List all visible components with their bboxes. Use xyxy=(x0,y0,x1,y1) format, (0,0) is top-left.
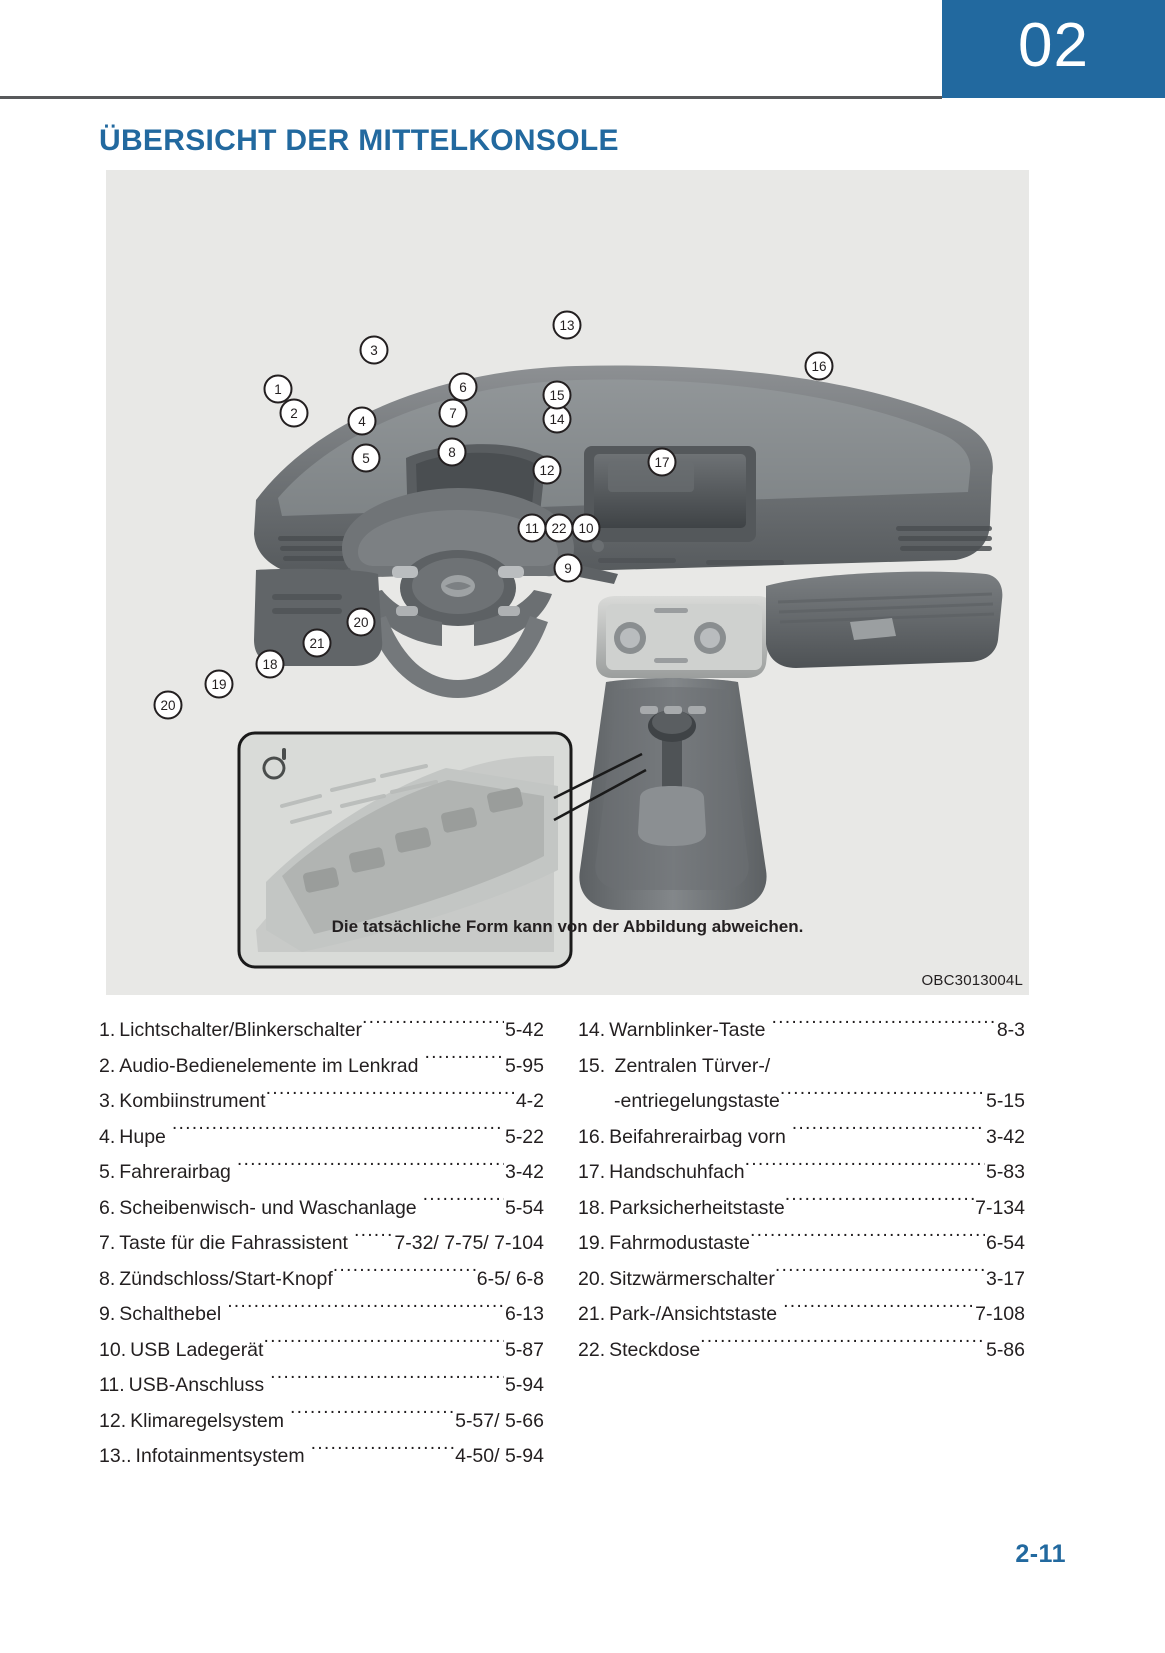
svg-text:5: 5 xyxy=(362,451,370,466)
index-entry[interactable] xyxy=(99,1155,544,1191)
svg-text:17: 17 xyxy=(654,455,670,470)
index-entry-label: Steckdose xyxy=(609,1338,701,1361)
index-entry-leader xyxy=(172,1123,504,1143)
index-entry-number: 16. xyxy=(578,1125,606,1148)
index-entry-label: Scheibenwisch- und Waschanlage xyxy=(119,1196,417,1219)
index-entry-leader xyxy=(354,1230,393,1250)
index-entry-number: 1. xyxy=(99,1019,116,1041)
svg-text:11: 11 xyxy=(524,521,540,536)
index-entry[interactable] xyxy=(99,1439,544,1475)
index-entry[interactable] xyxy=(578,1226,1025,1262)
index-entry-leader xyxy=(780,1088,985,1108)
index-entry[interactable] xyxy=(578,1333,1025,1369)
index-entry-label: Fahrmodustaste xyxy=(609,1232,751,1254)
index-entry-number: 5. xyxy=(99,1161,116,1183)
index-entry-number: 21. xyxy=(578,1303,606,1325)
index-entry[interactable] xyxy=(99,1262,544,1298)
index-entry-label: Infotainmentsystem xyxy=(135,1445,305,1467)
index-entry-pageref: 7-32/ 7-75/ 7-104 xyxy=(394,1232,544,1254)
svg-text:14: 14 xyxy=(549,412,565,427)
index-entry-leader xyxy=(263,1336,504,1356)
index-entry-pageref: 5-57/ 5-66 xyxy=(455,1409,544,1432)
index-entry-leader xyxy=(750,1230,985,1250)
index-entry-leader xyxy=(745,1159,985,1179)
index-list-left xyxy=(99,1013,544,1475)
index-entry[interactable] xyxy=(99,1049,544,1085)
index-entry-number: 22. xyxy=(578,1338,606,1361)
index-entry-label-cont: -entriegelungstaste xyxy=(614,1090,780,1112)
index-entry[interactable] xyxy=(99,1333,544,1369)
svg-text:20: 20 xyxy=(353,615,369,630)
svg-text:22: 22 xyxy=(551,521,567,536)
index-entry-label: Warnblinker-Taste xyxy=(609,1019,766,1041)
index-entry-number: 8. xyxy=(99,1267,116,1290)
index-entry-pageref: 3-17 xyxy=(985,1267,1025,1290)
page-title: ÜBERSICHT DER MITTELKONSOLE xyxy=(99,124,619,157)
index-entry[interactable] xyxy=(99,1297,544,1333)
dashboard-illustration xyxy=(106,170,1029,995)
index-entry-leader xyxy=(775,1265,985,1285)
chapter-number: 02 xyxy=(1018,11,1089,80)
svg-text:12: 12 xyxy=(539,463,555,478)
index-entry-pageref: 5-42 xyxy=(504,1019,544,1041)
index-entry-pageref: 6-5/ 6-8 xyxy=(476,1267,544,1290)
svg-text:8: 8 xyxy=(448,445,456,460)
index-entry-pageref: 6-13 xyxy=(504,1303,544,1325)
index-entry[interactable] xyxy=(99,1368,544,1404)
index-entry-pageref: 7-134 xyxy=(975,1196,1025,1219)
index-entry-pageref: 5-83 xyxy=(985,1161,1025,1183)
index-entry-label: Fahrerairbag xyxy=(119,1161,231,1183)
index-entry-number: 3. xyxy=(99,1090,116,1112)
index-entry-number: 20. xyxy=(578,1267,606,1290)
figure-panel xyxy=(106,170,1029,995)
index-entry-pageref: 5-95 xyxy=(504,1054,544,1077)
index-entry-number: 2. xyxy=(99,1054,116,1077)
index-entry[interactable] xyxy=(578,1155,1025,1191)
index-entry[interactable] xyxy=(99,1120,544,1156)
svg-text:9: 9 xyxy=(564,561,572,576)
index-entry-label: Park-/Ansichtstaste xyxy=(609,1303,778,1325)
index-entry-label: Parksicherheitstaste xyxy=(609,1196,785,1219)
index-entry-leader xyxy=(772,1017,996,1037)
index-entry-pageref: 5-86 xyxy=(985,1338,1025,1361)
index-entry-label: USB-Anschluss xyxy=(128,1374,265,1396)
index-entry-leader xyxy=(237,1159,504,1179)
index-entry-label: Zentralen Türver-/ xyxy=(614,1054,771,1077)
index-entry-number: 11. xyxy=(99,1374,125,1396)
svg-text:3: 3 xyxy=(370,343,378,358)
svg-text:7: 7 xyxy=(449,406,457,421)
index-entry-leader xyxy=(333,1265,476,1285)
index-entry-pageref: 5-87 xyxy=(504,1338,544,1361)
index-entry-number: 14. xyxy=(578,1019,606,1041)
index-entry-pageref: 3-42 xyxy=(504,1161,544,1183)
index-entry-pageref: 3-42 xyxy=(985,1125,1025,1148)
svg-text:20: 20 xyxy=(160,698,176,713)
index-entry-leader xyxy=(423,1194,504,1214)
index-entry[interactable] xyxy=(99,1226,544,1262)
svg-text:10: 10 xyxy=(578,521,594,536)
index-list-right xyxy=(578,1013,1025,1368)
index-entry-number: 15. xyxy=(578,1054,606,1077)
index-entry-number: 7. xyxy=(99,1232,116,1254)
index-entry-label: Klimaregelsystem xyxy=(130,1409,284,1432)
svg-text:16: 16 xyxy=(811,359,827,374)
svg-text:4: 4 xyxy=(358,414,366,429)
index-entry-leader xyxy=(227,1301,504,1321)
index-entry[interactable] xyxy=(578,1013,1025,1049)
figure-code: OBC3013004L xyxy=(921,972,1023,989)
index-entry-label: Schalthebel xyxy=(119,1303,222,1325)
index-entry-pageref: 5-15 xyxy=(985,1090,1025,1112)
index-entry-leader xyxy=(290,1407,454,1427)
index-entry-leader xyxy=(700,1336,985,1356)
page-folio: 2-11 xyxy=(1015,1540,1066,1568)
index-entry-pageref: 6-54 xyxy=(985,1232,1025,1254)
svg-text:1: 1 xyxy=(274,382,282,397)
index-entry-pageref: 7-108 xyxy=(975,1303,1025,1325)
index-entry-number: 4. xyxy=(99,1125,116,1148)
index-entry-label: Sitzwärmerschalter xyxy=(609,1267,775,1290)
chapter-tab xyxy=(942,0,1165,98)
index-entry-leader xyxy=(785,1194,974,1214)
index-entry-pageref: 5-94 xyxy=(504,1374,544,1396)
index-entry-number: 6. xyxy=(99,1196,116,1219)
index-entry-label: Taste für die Fahrassistent xyxy=(119,1232,348,1254)
index-entry-number: 18. xyxy=(578,1196,606,1219)
index-entry-label: Zündschloss/Start-Knopf xyxy=(119,1267,333,1290)
index-entry[interactable] xyxy=(578,1262,1025,1298)
svg-text:2: 2 xyxy=(290,406,298,421)
index-entry-label: Hupe xyxy=(119,1125,166,1148)
index-entry-label: USB Ladegerät xyxy=(130,1338,264,1361)
index-entry[interactable] xyxy=(578,1191,1025,1227)
index-entry-leader xyxy=(792,1123,985,1143)
figure-caption: Die tatsächliche Form kann von der Abbildung abweichen. xyxy=(331,917,804,936)
index-entry-number: 17. xyxy=(578,1161,606,1183)
index-entry-pageref: 8-3 xyxy=(996,1019,1025,1041)
index-entry[interactable] xyxy=(99,1013,544,1049)
index-entry-label: Audio-Bedienelemente im Lenkrad xyxy=(119,1054,419,1077)
index-entry-number: 19. xyxy=(578,1232,606,1254)
index-entry-leader xyxy=(362,1017,504,1037)
index-entry-leader xyxy=(311,1443,454,1463)
index-entry-leader xyxy=(266,1088,515,1108)
svg-text:13: 13 xyxy=(559,318,575,333)
index-entry-pageref: 4-50/ 5-94 xyxy=(455,1445,544,1467)
index-entry-label: Kombiinstrument xyxy=(119,1090,266,1112)
index-entry-label: Lichtschalter/Blinkerschalter xyxy=(119,1019,363,1041)
index-entry-pageref: 5-22 xyxy=(504,1125,544,1148)
index-entry-label: Handschuhfach xyxy=(609,1161,745,1183)
header-rule xyxy=(0,96,942,99)
svg-text:6: 6 xyxy=(459,380,467,395)
svg-text:21: 21 xyxy=(309,636,325,651)
index-entry[interactable] xyxy=(99,1404,544,1440)
index-entry-label: Beifahrerairbag vorn xyxy=(609,1125,786,1148)
index-entry-number: 10. xyxy=(99,1338,127,1361)
index-entry-number: 12. xyxy=(99,1409,127,1432)
index-entry[interactable] xyxy=(578,1049,1025,1120)
index-entry[interactable] xyxy=(99,1084,544,1120)
svg-text:18: 18 xyxy=(262,657,278,672)
svg-text:19: 19 xyxy=(211,677,227,692)
index-entry-number: 9. xyxy=(99,1303,116,1325)
index-entry[interactable] xyxy=(578,1120,1025,1156)
index-entry-number: 13.. xyxy=(99,1445,132,1467)
index-entry-leader xyxy=(424,1052,504,1072)
index-entry-pageref: 4-2 xyxy=(515,1090,544,1112)
index-entry-pageref: 5-54 xyxy=(504,1196,544,1219)
index-entry-leader xyxy=(783,1301,974,1321)
index-entry-leader xyxy=(270,1372,504,1392)
index-entry[interactable] xyxy=(99,1191,544,1227)
svg-text:15: 15 xyxy=(549,388,565,403)
index-entry[interactable] xyxy=(578,1297,1025,1333)
